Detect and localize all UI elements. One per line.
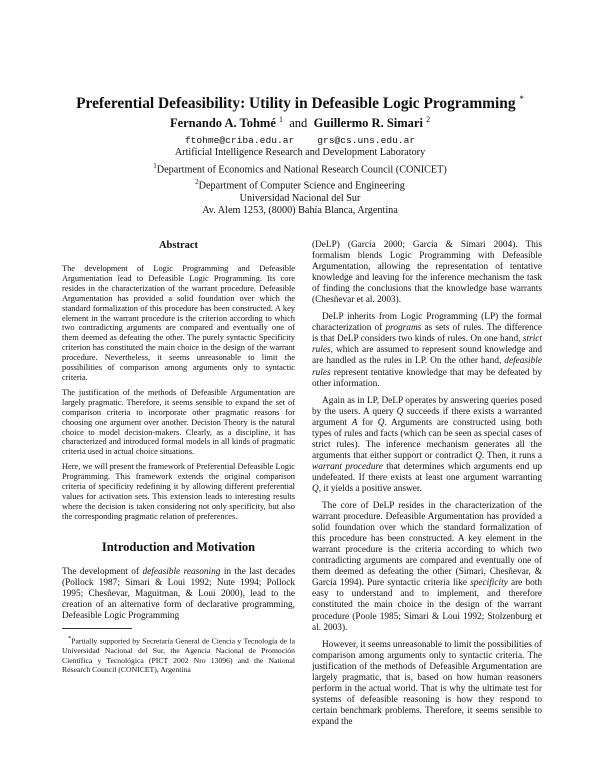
section-heading: Introduction and Motivation xyxy=(101,539,256,554)
author-joiner: and xyxy=(289,116,308,131)
footnote-mark: * xyxy=(68,634,72,642)
text-run: DeLP inherits from Logic Programming (LP) the formal characterization of xyxy=(312,312,542,334)
text-run: , it yields a positive answer. xyxy=(318,483,422,494)
text-run: are both easy to understand and to implement, and therefore constituted the main choice in the design of the warrant procedure (Poole 1985; Simari & Loui 1992; Stolzenburg et al. 2003). xyxy=(312,578,542,633)
left-column xyxy=(62,240,295,675)
math-symbol: Q xyxy=(377,417,385,428)
emphasis: defeasible rules xyxy=(312,356,542,378)
text-run: that determines which arguments end up undefeated. If there exists at least one argument warranting xyxy=(312,461,542,483)
text-run: for xyxy=(357,417,378,428)
dept2-mark: 2 xyxy=(195,178,199,187)
university-name: Universidad Nacional del Sur xyxy=(239,192,361,204)
department-1 xyxy=(20,160,580,177)
dept2-text: Department of Computer Science and Engineering xyxy=(198,180,405,192)
text-run: . Arguments are constructed using both types of rules and facts (which can be seen as special cases of strict rules). The inference mechanism generates all the arguments that either support or contradict xyxy=(312,417,542,461)
math-symbol: Q xyxy=(396,406,404,417)
math-symbol: Q xyxy=(475,450,482,461)
abstract-paragraph: The justification of the methods of Defeasible Argumentation are largely pragmatic. Therefore, it seems sensible to expand the set of comparison criteria to incorporate other pragmatic reasons for choosing one argument over another. Decision Theory is the natural choice to model decision-makers. Clearly, as a discipline, it has characterized and introduced formal models in all kinds of pragmatic criteria used in actual choice situations. xyxy=(62,387,295,457)
body-paragraph: (DeLP) (García 2000; García & Simari 2004). This formalism blends Logic Programming with Defeasible Argumentation, allowing the representation of tentative knowledge and leaving for the inference mechanism the task of finding the conclusions that the knowledge base warrants (Chesñevar et al. 2003). xyxy=(312,240,542,306)
footnote-rule xyxy=(62,628,132,629)
affiliations xyxy=(20,135,580,218)
author-name: Fernando A. Tohmé xyxy=(169,116,276,131)
text-run: succeeds if there exists a warranted argument xyxy=(312,406,542,428)
intro-paragraph xyxy=(62,567,295,622)
text-run: The development of xyxy=(62,566,143,577)
emphasis: programs xyxy=(385,323,422,334)
author-mark: 2 xyxy=(426,115,431,124)
emphasis: defeasible reasoning xyxy=(142,566,221,577)
dept1-text: Department of Economics and National Research Council (CONICET) xyxy=(156,163,447,175)
footnote-text: Partially supported by Secretaría General de Ciencia y Tecnología de la Universidad Nacional del Sur, the Agencia Nacional de Promoción Científica y Tecnológica (PICT 2002 Nro 13096) and the National Research Council (CONICET), Argentina xyxy=(62,636,295,675)
title-footnote-mark: * xyxy=(519,94,524,104)
department-2 xyxy=(20,176,580,193)
body-paragraph xyxy=(312,312,542,389)
abstract-heading: Abstract xyxy=(158,240,199,251)
body-paragraph: However, it seems unreasonable to limit the possibilities of comparison among arguments only to syntactic criteria. The justification of the methods of Defeasible Argumentation are largely pragmatic, that is, based on how human reasoners perform in the actual world. That is why the ultimate test for systems of defeasible reasoning is how they respond to certain benchmark problems. Therefore, it seems sensible to expand the xyxy=(312,639,542,727)
author-mark: 1 xyxy=(279,115,283,124)
text-run: as sets of rules. The difference is that DeLP considers two kinds of rules. On one hand, xyxy=(312,323,542,345)
math-symbol: A xyxy=(351,417,358,428)
dept1-mark: 1 xyxy=(153,161,157,170)
text-run: Again as in LP, DeLP operates by answering queries posed by the users. A query xyxy=(312,395,542,417)
text-run: The core of DeLP resides in the characterization of the warrant procedure. Defeasible Argumentation has provided a solid foundation over which the standard formalization of this procedure has been constructed. A key element in the warrant procedure is the criteria according to which two contradicting arguments are compared and eventually one of them deemed as defeating the other (Simari, Chesñevar, & García 1994). Pure syntactic criteria like xyxy=(312,501,542,589)
lab-name: Artificial Intelligence Research and Development Laboratory xyxy=(174,147,426,159)
text-run: represent tentative knowledge that may be defeated by other information. xyxy=(312,367,542,389)
paper-title xyxy=(20,94,580,113)
author-emails: ftohme@criba.edu.ar grs@cs.uns.edu.ar xyxy=(184,135,416,146)
right-column xyxy=(312,240,542,734)
author-line xyxy=(20,115,580,131)
title-text: Preferential Defeasibility: Utility in Defeasible Logic Programming xyxy=(76,95,516,113)
emphasis: specificity xyxy=(470,578,508,589)
text-run: in the last decades (Pollock 1987; Simari & Loui 1992; Nute 1994; Pollock 1995; Chesñevar, Maguitman, & Loui 2000), lead to the creation of an alternative form of declarative programming, Defeasible Logic Programming xyxy=(62,566,295,621)
author-name: Guillermo R. Simari xyxy=(313,116,423,131)
emphasis: warrant procedure xyxy=(312,461,383,472)
postal-address: Av. Alem 1253, (8000) Bahía Blanca, Argentina xyxy=(202,205,398,217)
body-paragraph xyxy=(312,396,542,495)
abstract-paragraph: The development of Logic Programming and Defeasible Argumentation lead to Defeasible Logic Programming. Its core resides in the characterization of the warrant procedure. Defeasible Argumentation has provided a solid foundation over which the standard formalization of this procedure has been constructed. A key element in the warrant procedure is the criterion according to which two contradicting arguments are compared and eventually one of them deemed as defeating the other. The purely syntactic Specificity criterion has constituted the main choice in the design of the warrant procedure. Nevertheless, it seems unreasonable to limit the possibilities of comparison among arguments only to syntactic criteria. xyxy=(62,264,295,382)
body-paragraph xyxy=(312,501,542,634)
emphasis: strict rules xyxy=(312,334,542,356)
abstract-paragraph: Here, we will present the framework of Preferential Defeasible Logic Programming. This framework extends the original comparison criteria of specificity redefining it by allowing different preferential values for activation sets. This extension leads to interesting results where the decision is taken considering not only specificity, but also the corresponding pragmatic relation of preferences. xyxy=(62,462,295,521)
text-run: . Then, it runs a xyxy=(481,450,542,461)
math-symbol: Q xyxy=(312,483,319,494)
footnote xyxy=(62,634,295,675)
text-run: , which are assumed to represent sound knowledge and are handled as the rules in LP. On the other hand, xyxy=(312,345,542,367)
